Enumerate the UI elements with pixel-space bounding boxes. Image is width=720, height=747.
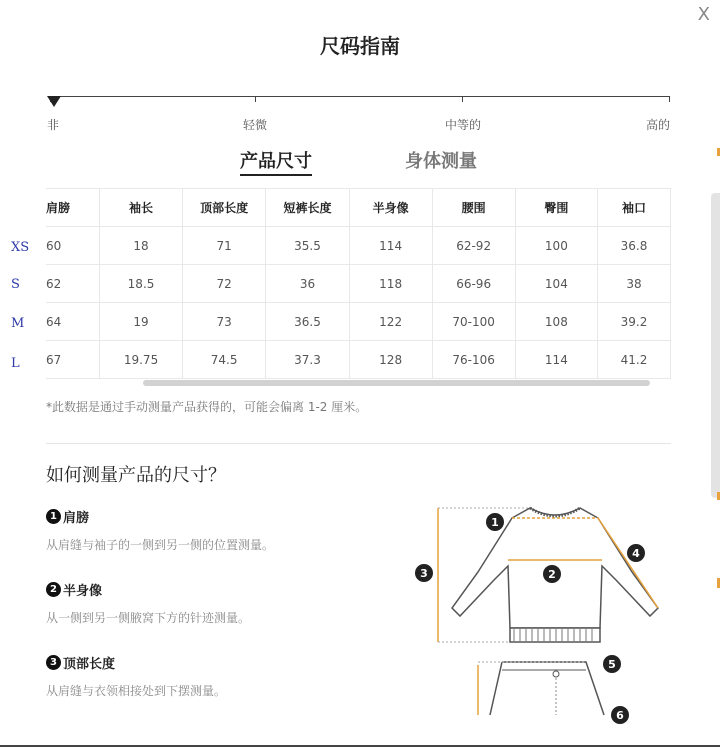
- column-header: 半身像: [349, 189, 432, 227]
- number-badge: 2: [46, 582, 61, 597]
- marker-4-label: 4: [632, 547, 640, 560]
- scale-tick: [255, 96, 256, 102]
- size-label-l: L: [11, 356, 20, 371]
- table-cell: 19: [100, 303, 183, 341]
- table-cell: 60: [46, 227, 100, 265]
- size-table-viewport: [46, 188, 671, 378]
- size-table: [46, 188, 671, 379]
- how-to-measure-title: 如何测量产品的尺寸？: [46, 465, 226, 486]
- table-cell: 41.2: [598, 341, 671, 379]
- column-header: 肩膀: [46, 189, 100, 227]
- table-cell: 104: [515, 265, 597, 303]
- table-row: [46, 341, 671, 379]
- scale-tick: [669, 96, 670, 102]
- tab-product-size[interactable]: 产品尺寸: [240, 147, 312, 176]
- marker-6: [611, 706, 629, 724]
- table-cell: 114: [349, 227, 432, 265]
- vertical-scrollbar[interactable]: [711, 193, 720, 498]
- table-cell: 100: [515, 227, 597, 265]
- column-header: 袖长: [100, 189, 183, 227]
- column-header: 臀围: [515, 189, 597, 227]
- measure-item-desc: 从肩缝与袖子的一侧到另一侧的位置测量。: [46, 538, 275, 552]
- table-cell: 19.75: [100, 341, 183, 379]
- table-cell: 128: [349, 341, 432, 379]
- table-cell: 67: [46, 341, 100, 379]
- scale-label-high: 高的: [646, 118, 671, 132]
- measure-item-desc: 从肩缝与衣领相接处到下摆测量。: [46, 684, 227, 698]
- marker-5: [603, 655, 621, 673]
- divider: [46, 443, 671, 444]
- dialog-title: 尺码指南: [320, 34, 400, 58]
- garment-measurement-illustration: [410, 500, 670, 722]
- column-header: 短裤长度: [266, 189, 349, 227]
- table-row: [46, 303, 671, 341]
- measure-item-top-length: [46, 653, 115, 672]
- scale-label-none: 非: [47, 118, 60, 132]
- table-cell: 108: [515, 303, 597, 341]
- table-cell: 66-96: [432, 265, 515, 303]
- table-cell: 36.5: [266, 303, 349, 341]
- table-cell: 36: [266, 265, 349, 303]
- table-cell: 70-100: [432, 303, 515, 341]
- measure-item-bust: [46, 580, 102, 599]
- marker-5-label: 5: [608, 658, 616, 671]
- table-cell: 114: [515, 341, 597, 379]
- table-cell: 18: [100, 227, 183, 265]
- table-cell: 122: [349, 303, 432, 341]
- size-label-s: S: [11, 277, 20, 292]
- column-header: 腰围: [432, 189, 515, 227]
- number-badge: 3: [46, 655, 61, 670]
- scale-marker-icon: [47, 96, 61, 107]
- table-cell: 74.5: [182, 341, 265, 379]
- marker-3-label: 3: [420, 567, 428, 580]
- measurement-note: *此数据是通过手动测量产品获得的，可能会偏离 1-2 厘米。: [46, 400, 368, 414]
- tab-body-measurements[interactable]: 身体测量: [405, 151, 477, 172]
- table-cell: 39.2: [598, 303, 671, 341]
- number-badge: 1: [46, 509, 61, 524]
- measure-item-title: 半身像: [63, 584, 103, 599]
- table-cell: 38: [598, 265, 671, 303]
- scale-label-slight: 轻微: [243, 118, 268, 132]
- table-cell: 71: [182, 227, 265, 265]
- table-cell: 36.8: [598, 227, 671, 265]
- table-cell: 73: [182, 303, 265, 341]
- table-cell: 76-106: [432, 341, 515, 379]
- size-label-xs: XS: [11, 240, 30, 255]
- marker-1-label: 1: [491, 516, 499, 529]
- marker-4: [627, 544, 645, 562]
- size-label-m: M: [11, 316, 25, 331]
- measure-item-title: 顶部长度: [63, 657, 116, 672]
- scale-tick: [462, 96, 463, 102]
- marker-2: [543, 565, 561, 583]
- table-cell: 118: [349, 265, 432, 303]
- column-header: 袖口: [598, 189, 671, 227]
- table-cell: 62: [46, 265, 100, 303]
- table-row: [46, 265, 671, 303]
- shorts-button: [553, 671, 559, 677]
- table-header-row: [46, 189, 671, 227]
- table-cell: 64: [46, 303, 100, 341]
- horizontal-scrollbar[interactable]: [143, 380, 650, 386]
- marker-6-label: 6: [616, 709, 624, 722]
- table-cell: 72: [182, 265, 265, 303]
- measure-item-shoulder: [46, 507, 89, 526]
- table-cell: 35.5: [266, 227, 349, 265]
- measure-item-desc: 从一侧到另一侧腋窝下方的针迹测量。: [46, 611, 251, 625]
- scale-line: [50, 96, 670, 97]
- table-row: [46, 227, 671, 265]
- table-cell: 18.5: [100, 265, 183, 303]
- measure-item-title: 肩膀: [63, 511, 90, 526]
- marker-3: [415, 564, 433, 582]
- close-button[interactable]: X: [697, 4, 710, 25]
- scale-label-medium: 中等的: [445, 118, 482, 132]
- table-cell: 37.3: [266, 341, 349, 379]
- marker-2-label: 2: [548, 568, 556, 581]
- marker-1: [486, 513, 504, 531]
- table-cell: 62-92: [432, 227, 515, 265]
- column-header: 顶部长度: [182, 189, 265, 227]
